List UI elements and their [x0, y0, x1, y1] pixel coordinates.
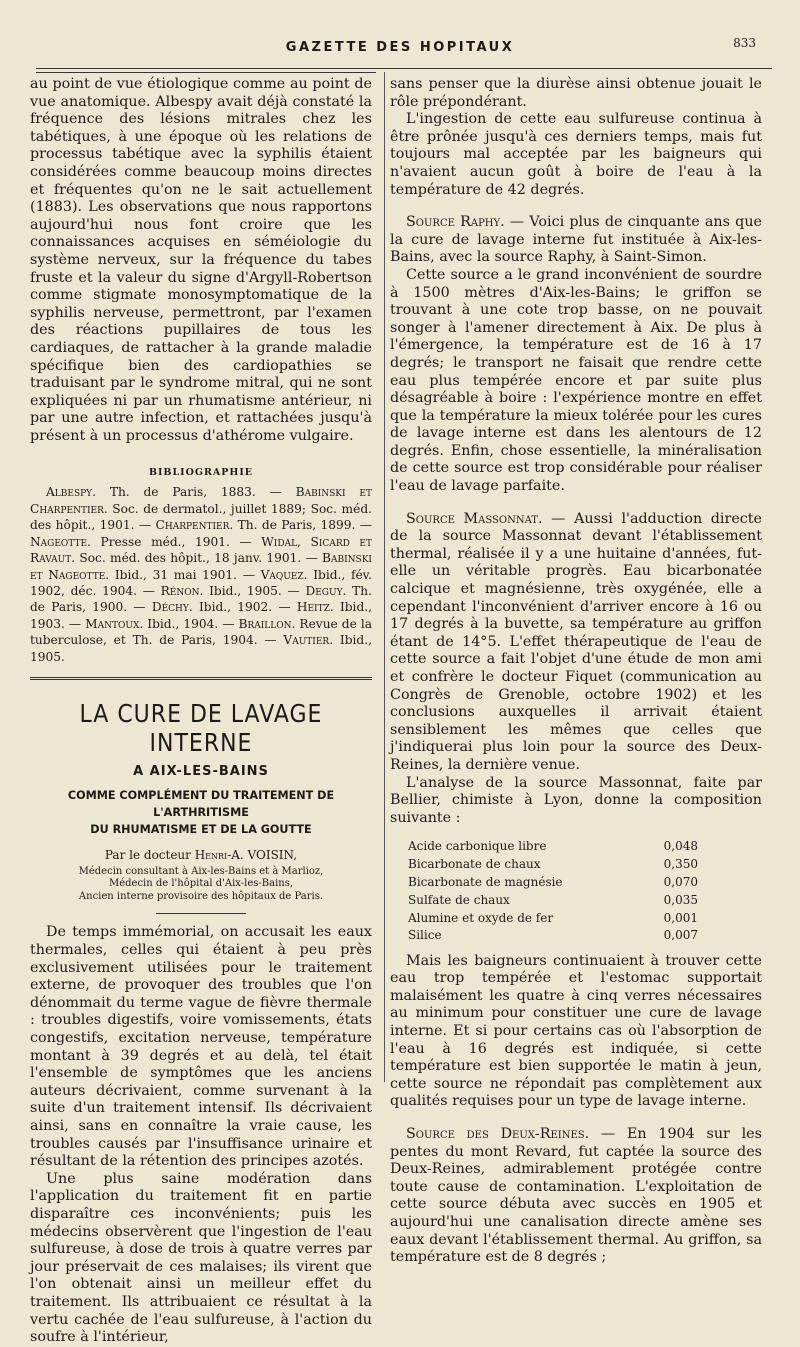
bib-ref: Ibid., 1902. — [192, 600, 297, 615]
author-prefix: Par le docteur [104, 847, 195, 862]
composition-value: 0,070 [663, 874, 698, 889]
section-gap [390, 496, 762, 511]
author-line [30, 848, 372, 862]
table-row [408, 891, 698, 909]
bib-ref: Ibid., fév. 1902, déc. 1904. — [30, 567, 372, 598]
affiliation-line: Médecin consultant à Aix-les-Bains et à Marlioz, [78, 865, 324, 877]
author-name: Henri-A. VOISIN, [194, 847, 298, 862]
bib-author: Rénon. [160, 583, 204, 598]
bib-ref: Ibid., 1905. — [203, 583, 306, 598]
bibliography [30, 484, 372, 664]
composition-name: Silice [408, 928, 442, 943]
bib-ref: Ibid., 1903. — [30, 600, 373, 631]
short-rule [156, 913, 246, 914]
bib-author: Albespy. [46, 485, 96, 500]
header-rule [36, 68, 772, 69]
bibliography-text [30, 484, 372, 664]
bib-ref: Soc. de dermatol., juillet 1889; Soc. méd. des hôpit., 1901. — [30, 501, 372, 533]
running-head [40, 38, 760, 62]
bib-author: Braillon. [238, 616, 296, 631]
bib-ref: Th. de Paris, 1900. — [30, 583, 372, 615]
article-description-line-2: DU RHUMATISME ET DE LA GOUTTE [90, 822, 312, 836]
bib-ref: Th. de Paris, 1883. — [96, 485, 296, 500]
bib-ref: Presse méd., 1901. — [90, 534, 262, 549]
right-column [390, 76, 762, 1267]
section-gap [390, 199, 762, 214]
bib-author: Heitz. [296, 600, 334, 615]
section-heading: Source Raphy. [406, 214, 505, 231]
section-text: — Voici plus de cinquante ans que la cure de lavage interne fut instituée à Aix-les-Bains, avec la source Raphy, à Saint-Simon. [390, 214, 762, 266]
composition-value: 0,035 [663, 892, 698, 907]
section-heading: Source des Deux-Reines. [406, 1126, 590, 1143]
bib-author: Charpentier. [155, 518, 234, 533]
section-gap [390, 1111, 762, 1126]
column-separator [384, 72, 385, 1082]
table-row [408, 855, 698, 873]
bib-ref: Ibid., 31 mai 1901. — [109, 567, 261, 582]
body-paragraph: Une plus saine modération dans l'application du traitement fit en partie disparaître ces inconvénients; puis les médecins observèrent que l'ingestion de l'eau sulfureuse, à dose de trois à quatre verres par jour préservait de ces malaises; ils virent que l'on obtenait ainsi un meilleur effet du traitement. Ils attribuaient ce résultat à la vertu cachée de l'eau sulfureuse, à l'action du soufre à l'intérieur, [30, 1170, 372, 1346]
body-paragraph: Cette source a le grand inconvénient de sourdre à 1500 mètres d'Aix-les-Bains; le griffon se trouvant à une cote trop basse, on ne pouvait songer à l'amener directement à Aix. De plus à l'émergence, la température est de 16 à 17 degrés; le transport ne faisait que rendre cette eau plus tempérée encore et par suite plus désagréable à boire : l'expérience montre en effet que la température la mieux tolérée pour les cures de lavage interne est dans les alentours de 12 degrés. Enfin, chose essentielle, la minéralisation de cette source est trop considérable pour réaliser l'eau de lavage parfaite. [390, 266, 762, 495]
affiliation-line: Médecin de l'hôpital d'Aix-les-Bains, [108, 878, 294, 890]
body-paragraph: Mais les baigneurs continuaient à trouver cette eau trop tempérée et l'estomac supportait malaisément les quatre à cinq verres nécessaires au minimum pour constituer une cure de lavage interne. Et si pour certains cas où l'absorption de l'eau à 16 degrés est indiquée, si cette température est bien supportée le matin à jeun, cette source ne répondait pas complètement aux qualités requises pour un type de lavage interne. [390, 952, 762, 1110]
journal-title: GAZETTE DES HOPITAUX [285, 40, 515, 55]
page-number: 833 [733, 36, 756, 50]
bib-ref: Ibid., 1905. [30, 633, 372, 664]
body-paragraph: L'analyse de la source Massonnat, faite par Bellier, chimiste à Lyon, donne la composition suivante : [390, 774, 762, 826]
bib-ref: Ibid., 1904. — [143, 616, 239, 631]
article-description-line-1: COMME COMPLÉMENT DU TRAITEMENT DE L'ARTHRITISME [67, 788, 335, 819]
composition-name: Sulfate de chaux [408, 892, 510, 907]
bib-author: Babinski et Charpentier. [30, 485, 372, 516]
section-source-massonnat [390, 511, 762, 775]
left-column [30, 76, 372, 1347]
composition-value: 0,007 [663, 928, 698, 943]
body-paragraph: L'ingestion de cette eau sulfureuse continua à être prônée jusqu'à ces derniers temps, mais fut toujours mal acceptée par les baigneurs qui n'avaient aucun goût à boire de l'eau à la température de 42 degrés. [390, 111, 762, 198]
bib-author: Déchy. [151, 600, 193, 615]
bib-author: Vaquez. [260, 567, 308, 582]
affiliation-line: Ancien interne provisoire des hôpitaux de Paris. [78, 890, 324, 902]
bib-author: Vautier. [283, 633, 334, 648]
composition-value: 0,350 [663, 856, 698, 871]
table-row [408, 909, 698, 927]
article-title: LA CURE DE LAVAGE INTERNE [79, 700, 323, 758]
table-row [408, 927, 698, 945]
body-paragraph: sans penser que la diurèse ainsi obtenue jouait le rôle prépondérant. [390, 76, 762, 110]
author-affiliation [30, 866, 372, 904]
table-row [408, 837, 698, 855]
bib-author: Mantoux. [85, 616, 144, 631]
bib-author: Deguy. [305, 583, 347, 598]
composition-name: Bicarbonate de chaux [408, 856, 541, 871]
composition-value: 0,001 [663, 910, 698, 925]
section-heading: Source Massonnat. [406, 510, 543, 527]
composition-value: 0,048 [663, 838, 698, 853]
section-text: — En 1904 sur les pentes du mont Revard, fut captée la source des Deux-Reines, admirablement protégée contre toute cause de contamination. L'exploitation de cette source débuta avec succès en 1905 et aujourd'hui une canalisation directe amène ses eaux devant l'établissement thermal. Au griffon, sa température est de 8 degrés ; [390, 1126, 762, 1266]
bib-author: Widal, Sicard et Ravaut. [30, 534, 372, 566]
bib-ref: Th. de Paris, 1899. — [233, 518, 373, 533]
header-rule-secondary [36, 72, 376, 73]
intro-paragraph: au point de vue étiologique comme au point de vue anatomique. Albespy avait déjà constaté la fréquence des lésions mitrales chez les tabétiques, à une époque où les relations de processus tabétique avec la syphilis étaient considérées comme beaucoup moins directes et fréquentes qu'on ne le sait actuellement (1883). Les observations que nous rapportons aujourd'hui nous font croire que les connaissances acquises en séméiologie du système nerveux, sur la fréquence du tabes fruste et la valeur du signe d'Argyll-Robertson comme stigmate monosymptomatique de la syphilis nerveuse, permettront, par l'examen des réactions pupillaires de tous les cardiaques, de rattacher à la grande maladie spécifique bien des cardiopathies se traduisant par le syndrome mitral, qui ne sont expliquées ni par un rhumatisme antérieur, ni par une autre infection, et rattachées jusqu'à présent à un processus d'athérome vulgaire. [30, 76, 372, 444]
section-text: — Aussi l'adduction directe de la source Massonnat devant l'établissement thermal, réalisée il y a une huitaine d'années, fut-elle un véritable progrès. Eau bicarbonatée calcique et magnésienne, très oxygénée, elle a cependant l'inconvénient d'arriver encore à 16 ou 17 degrés à la buvette, sa température au griffon étant de 14°5. L'effet thérapeutique de l'eau de cette source a fait l'objet d'une étude de mon ami et confrère le docteur Fiquet (communication au Congrès de Grenoble, octobre 1902) et les conclusions auxquelles il arrivait étaient sensiblement les mêmes que celles que j'indiquerai plus loin pour la source des Deux-Reines, la dernière venue. [390, 510, 763, 773]
bib-author: Babinski et Nageotte. [30, 551, 372, 582]
table-row [408, 873, 698, 891]
article-description [30, 787, 372, 838]
article-separator-rule [30, 677, 372, 680]
bibliography-heading: BIBLIOGRAPHIE [148, 467, 254, 479]
bib-ref: Revue de la tuberculose, et Th. de Paris, 1904. — [30, 616, 372, 648]
bib-author: Nageotte. [30, 534, 91, 549]
bib-ref: Soc. méd. des hôpit., 18 janv. 1901. — [75, 551, 323, 566]
composition-name: Bicarbonate de magnésie [408, 874, 563, 889]
article-subtitle: A AIX-LES-BAINS [133, 763, 269, 779]
composition-name: Acide carbonique libre [408, 838, 547, 853]
section-source-deux-reines [390, 1126, 762, 1267]
body-paragraph: De temps immémorial, on accusait les eaux thermales, celles qui étaient à peu près exclusivement utilisées pour le traitement externe, de provoquer des troubles que l'on dénommait du terme vague de fièvre thermale : troubles digestifs, voire vomissements, états congestifs, excitation nerveuse, température montant à 39 degrés et au delà, tel était l'ensemble de symptômes que les anciens auteurs décrivaient, comme survenant à la suite d'un traitement intensif. Ils décrivaient ainsi, sans en connaître la vraie cause, les troubles causés par l'insuffisance urinaire et résultant de la rétention des principes azotés. [30, 924, 372, 1170]
composition-name: Alumine et oxyde de fer [408, 910, 554, 925]
composition-table [408, 837, 698, 944]
section-source-raphy [390, 214, 762, 267]
